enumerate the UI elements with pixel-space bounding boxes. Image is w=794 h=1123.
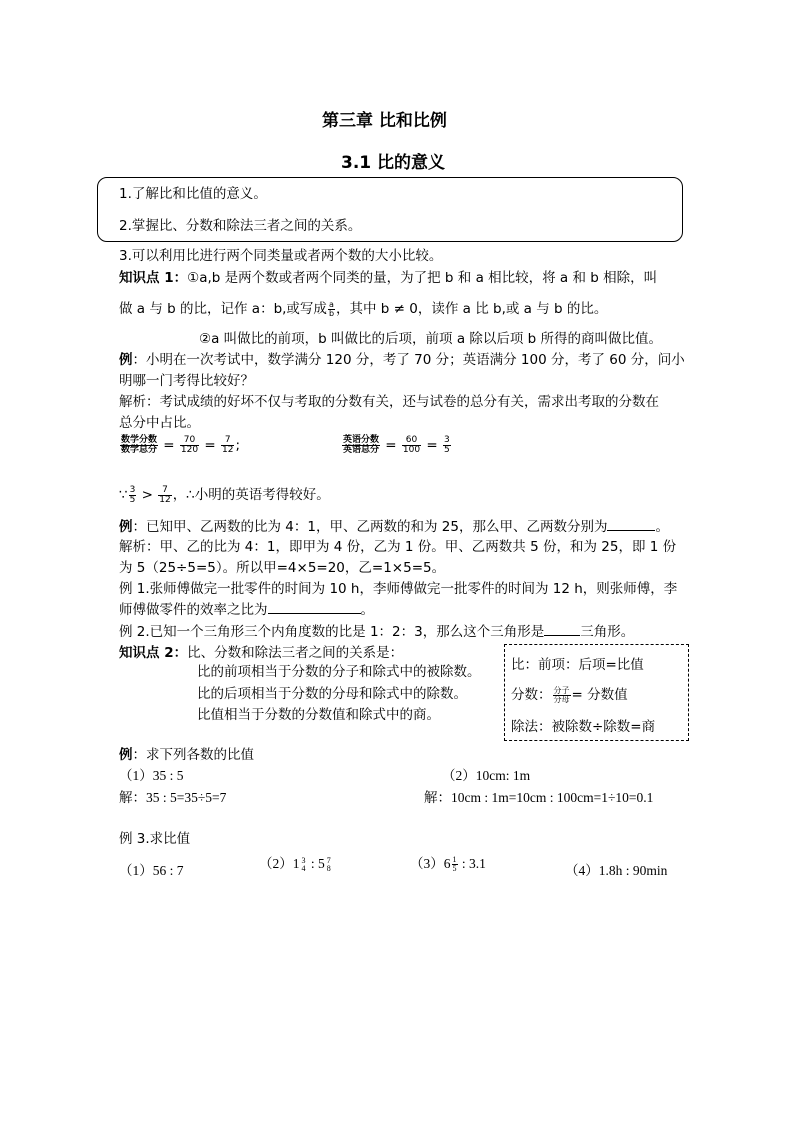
ex4-p2-frac1: 3 4 xyxy=(301,855,306,873)
math-ratio-equation: $\frac{\text{数学分数}}{\text{数学总分}}$ = $\frac{70}{120}$ = $\frac{7}{12}$ ; xyxy=(121,435,241,455)
ex4-p2-frac2: 7 8 xyxy=(326,855,331,873)
ex1-conclusion xyxy=(119,483,330,505)
box-fraction: $\frac{\text{分子}}{\text{分母}}$ xyxy=(553,685,570,704)
ex3-problem-2: （2）10cm: 1m xyxy=(442,768,531,783)
ex1-q2: 明哪一门考得比较好？ xyxy=(119,373,254,389)
kp2-label: 知识点 2： xyxy=(119,645,188,661)
ex4-p3-post: : 3.1 xyxy=(458,856,486,871)
kp1-text2a: 做 a 与 b 的比，记作 a：b,或写成 xyxy=(119,301,327,317)
kp1-line2 xyxy=(119,297,607,318)
kp2-line1: 比的前项相当于分数的分子和除式中的被除数。 xyxy=(197,664,481,680)
ex3-question xyxy=(119,743,254,763)
ex3-solution-1: 解：35 : 5=35÷5=7 xyxy=(119,790,227,805)
greater-than: > xyxy=(137,487,158,503)
kp1-line1 xyxy=(119,266,657,286)
math-label-fraction: $\frac{\text{数学分数}}{\text{数学总分}}$ xyxy=(121,435,158,455)
ex1-a1: 解析：考试成绩的好坏不仅与考取的分数有关，还与试卷的总分有关，需求出考取的分数在 xyxy=(119,394,659,410)
ex2-a2: 为 5（25÷5=5）。所以甲=4×5=20，乙=1×5=5。 xyxy=(119,560,446,576)
ex-num1-l2 xyxy=(119,598,374,618)
box-line2 xyxy=(511,683,628,704)
ex4-problem-3 xyxy=(410,852,486,873)
ex2-q-text: ：已知甲、乙两数的比为 4：1，甲、乙两数的和为 25，那么甲、乙两数分别为 xyxy=(132,519,608,535)
chapter-title: 第三章 比和比例 xyxy=(322,111,447,131)
math-fraction-2: $\frac{7}{12}$ xyxy=(222,435,234,455)
english-label-fraction: $\frac{\text{英语分数}}{\text{英语总分}}$ xyxy=(343,435,380,455)
conclusion-fraction-1: $\frac{3}{5}$ xyxy=(129,484,136,505)
ex2-label: 例 xyxy=(119,519,133,535)
box-line2-b: = 分数值 xyxy=(571,687,628,703)
ex2-q-end: 。 xyxy=(655,519,669,535)
ex-num1-l1: 例 1.张师傅做完一批零件的时间为 10 h，李师傅做完一批零件的时间为 12 h，则张师傅，李 xyxy=(119,581,678,597)
ex-num1-l2-end: 。 xyxy=(360,602,374,618)
ex4-p3-frac: $\frac{1}{5}$ xyxy=(452,855,457,874)
ex4-problem-4: （4）1.8h : 90min xyxy=(565,863,668,878)
ex2-a1: 解析：甲、乙的比为 4：1，即甲为 4 份，乙为 1 份。甲、乙两数共 5 份，和为 25，即 1 份 xyxy=(119,539,677,555)
ex3-problem-1: （1）35 : 5 xyxy=(119,768,184,783)
kp1-line3: ②a 叫做比的前项，b 叫做比的后项，前项 a 除以后项 b 所得的商叫做比值。 xyxy=(199,331,663,347)
ex1-q1-text: ：小明在一次考试中，数学满分 120 分，考了 70 分；英语满分 100 分，考了 60 分，问小 xyxy=(132,352,685,368)
ex3-solution-2: 解：10cm : 1m=10cm : 100cm=1÷10=0.1 xyxy=(424,790,654,805)
ex4-p2-pre: （2）1 xyxy=(259,856,300,871)
objective-3: 3.可以利用比进行两个同类量或者两个数的大小比较。 xyxy=(119,248,443,264)
kp2-line2: 比的后项相当于分数的分母和除式中的除数。 xyxy=(197,686,467,702)
because-symbol: ∵ xyxy=(119,487,128,503)
answer-blank[interactable] xyxy=(607,518,655,531)
objective-2: 2.掌握比、分数和除法三者之间的关系。 xyxy=(119,218,362,234)
ex1-a2: 总分中占比。 xyxy=(119,415,200,431)
kp1-text2b: ，其中 b ≠ 0，读作 a 比 b,或 a 与 b 的比。 xyxy=(336,301,608,317)
ex4-problem-2 xyxy=(259,852,333,873)
objective-1: 1.了解比和比值的意义。 xyxy=(119,186,267,202)
ex3-q-text: ：求下列各数的比值 xyxy=(132,747,254,763)
english-ratio-equation: $\frac{\text{英语分数}}{\text{英语总分}}$ = $\frac{60}{100}$ = $\frac{3}{5}$ xyxy=(343,435,450,455)
kp2-intro-text: 比、分数和除法三者之间的关系是： xyxy=(187,645,404,661)
box-line1: 比：前项：后项=比值 xyxy=(511,657,644,673)
ex4-p3-pre: （3）6 xyxy=(410,856,451,871)
kp2-line3: 比值相当于分数的分数值和除式中的商。 xyxy=(197,707,440,723)
ex-num1-l2-text: 师傅做零件的效率之比为 xyxy=(119,602,268,618)
ex4-p2-mid: : 5 xyxy=(307,856,325,871)
box-line3: 除法：被除数÷除数=商 xyxy=(511,719,656,735)
kp1-text1: ①a,b 是两个数或者两个同类的量，为了把 b 和 a 相比较，将 a 和 b 相除，叫 xyxy=(187,270,658,286)
ex1-label: 例 xyxy=(119,352,133,368)
ex-num2-pre: 例 2.已知一个三角形三个内角度数的比是 1：2：3，那么这个三角形是 xyxy=(119,624,545,640)
section-title: 3.1 比的意义 xyxy=(341,153,446,173)
ex-num2-post: 三角形。 xyxy=(580,624,635,640)
ex4-title: 例 3.求比值 xyxy=(119,831,191,847)
kp1-fraction: $\frac{a}{b}$ xyxy=(328,299,335,318)
box-line2-a: 分数： xyxy=(511,687,552,703)
ex-num2 xyxy=(119,620,634,640)
ex2-question xyxy=(119,515,669,535)
conclusion-text: ，∴小明的英语考得较好。 xyxy=(172,487,330,503)
english-fraction-2: $\frac{3}{5}$ xyxy=(444,435,450,455)
ex4-problem-1: （1）56 : 7 xyxy=(119,863,184,878)
kp2-intro xyxy=(119,641,403,661)
kp1-label: 知识点 1： xyxy=(119,270,188,286)
ex3-label: 例 xyxy=(119,747,133,763)
conclusion-fraction-2: $\frac{7}{12}$ xyxy=(159,484,171,505)
ex1-q1 xyxy=(119,348,685,368)
math-fraction-1: $\frac{70}{120}$ xyxy=(180,435,199,455)
answer-blank[interactable] xyxy=(544,623,580,636)
answer-blank[interactable] xyxy=(268,601,361,614)
english-fraction-1: $\frac{60}{100}$ xyxy=(402,435,421,455)
